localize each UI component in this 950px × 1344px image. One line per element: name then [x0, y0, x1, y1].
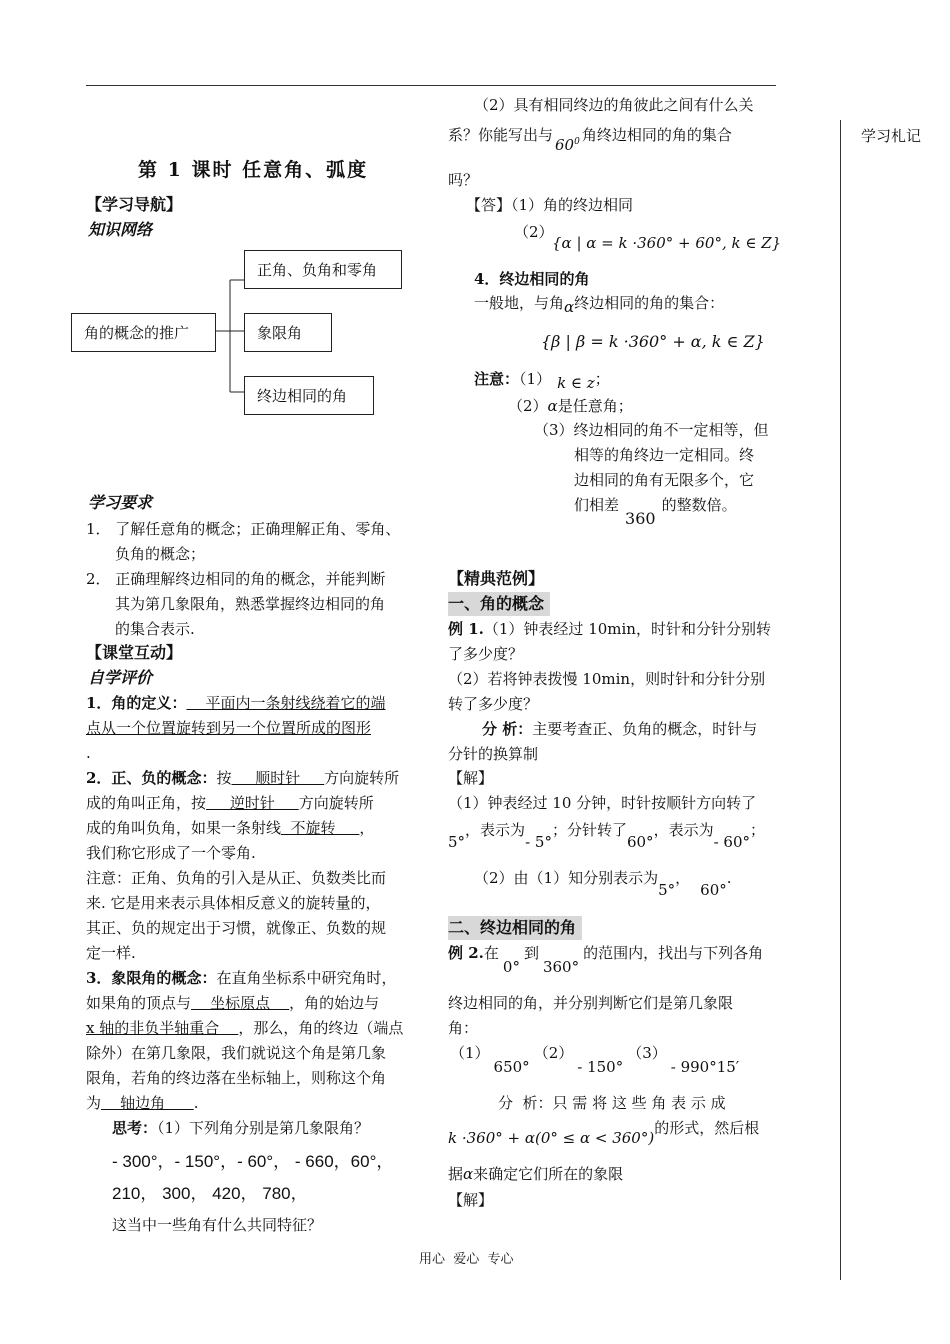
diagram-branch-quadrant-angle: 象限角 [244, 313, 332, 352]
ex2-form-end: 的形式，然后根 [654, 1119, 760, 1137]
nav-header: 【学习导航】 [86, 195, 183, 214]
note-1-end: ； [594, 370, 610, 388]
concept-diagram-lines [0, 0, 420, 430]
note-1: （1） [519, 370, 552, 388]
note-3c: 边相同的角有无限多个，它 [574, 471, 755, 489]
req-2c: 的集合表示. [115, 620, 195, 638]
req-2b: 其为第几象限角，熟悉掌握终边相同的角 [115, 595, 386, 613]
def2-blank-clockwise: 顺时针 [231, 769, 325, 787]
sol-60deg: 60° [626, 833, 654, 851]
def3-t4: ，那么，角的终边（端点 [238, 1019, 404, 1037]
q2-line-c: 吗？ [448, 171, 479, 189]
def3-t7: 为 [86, 1094, 102, 1112]
def2-label: 2．正、负的概念： [86, 769, 217, 787]
sol-3-60deg: 60° [700, 881, 727, 899]
ex2-0deg: 0° [502, 958, 520, 976]
def2-t7: 我们称它形成了一个零角. [86, 844, 256, 862]
def2-t6: ， [359, 819, 375, 837]
def1-blank-a: 平面内一条射线绕着它的端 [186, 694, 386, 712]
sol-neg5deg: - 5° [525, 833, 552, 851]
page-title: 第 1 课时 任意角、弧度 [138, 159, 369, 181]
diagram-branch-coterminal: 终边相同的角 [244, 376, 374, 415]
def2-blank-counterclockwise: 逆时针 [206, 794, 299, 812]
ex2-item-3: （3） [627, 1044, 667, 1062]
q2-angle: $60^0$ [555, 136, 580, 154]
def1-label: 1．角的定义： [86, 694, 187, 712]
ex1-a: （1）钟表经过 10min，时针和分针分别转 [483, 620, 771, 638]
def3-t2: 如果角的顶点与 [86, 994, 192, 1012]
def3-label: 3．象限角的概念： [86, 969, 217, 987]
ex2-value-neg150: - 150° [577, 1058, 624, 1076]
sol-2b: ，表示为 [465, 821, 526, 839]
ex2-e: 的范围内，找出与下列各角 [583, 944, 764, 962]
q2-line-b2: 角终边相同的角的集合 [581, 126, 732, 144]
ex2-360deg: 360° [542, 958, 580, 976]
def2-blank-no-rotation: 不旋转 [281, 819, 360, 837]
angles-row-2: 210， 300， 420， 780， [112, 1184, 308, 1203]
ex2-label: 例 2. [448, 944, 484, 962]
requirements-heading: 学习要求 [88, 493, 153, 512]
ex2-form: k ·360° + α(0° ≤ α < 360°) [448, 1129, 655, 1147]
think-label: 思考： [112, 1119, 158, 1137]
q2-line-b1: 系？你能写出与 [448, 126, 554, 144]
def1-end: . [86, 744, 91, 762]
req-2a: 2． 正确理解终边相同的角的概念，并能判断 [86, 570, 386, 588]
def3-t6: 限角，若角的终边落在坐标轴上，则称这个角 [86, 1069, 387, 1087]
answer-1: （1）角的终边相同 [511, 196, 634, 214]
footer: 用心 爱心 专心 [419, 1252, 514, 1267]
answer-label: 【答】 [466, 196, 512, 214]
answer-2-set: {α | α = k ·360° + 60°, k ∈ Z} [552, 234, 782, 252]
sol-neg60deg: - 60° [713, 833, 751, 851]
def3-t1: 在直角坐标系中研究角时， [216, 969, 397, 987]
ex1-analysis-label: 分 析： [482, 720, 533, 738]
sol-2d: ；分针转了 [551, 821, 627, 839]
note-1-math: k ∈ z [557, 374, 595, 392]
def3-t8: . [193, 1094, 199, 1112]
think-q1: （1）下列角分别是第几象限角？ [157, 1119, 370, 1137]
note-2: （2） [508, 397, 548, 415]
ex2-c: 到 [523, 944, 539, 962]
sol-3c: ， [675, 869, 691, 887]
ex1-label: 例 1. [448, 620, 484, 638]
def3-t5: 除外）在第几象限，我们就说这个角是第几象 [86, 1044, 387, 1062]
ex1-analysis: 主要考查正、负角的概念，时针与 [532, 720, 758, 738]
ex2-f: 终边相同的角，并分别判断它们是第几象限 [448, 994, 734, 1012]
ex2-value-neg990: - 990°15′ [670, 1058, 740, 1076]
sec4-text: 一般地，与角 [474, 294, 565, 312]
req-1b: 负角的概念； [115, 545, 206, 563]
note-3d-num: 360 [625, 509, 656, 528]
def2-t2: 方向旋转所 [324, 769, 400, 787]
ex2-last-alpha: α [463, 1165, 474, 1183]
angles-row-1: - 300°，- 150°，- 60°， - 660，60°， [112, 1152, 394, 1171]
sol-2h: ； [750, 821, 766, 839]
note-3d-end: 的整数倍。 [661, 496, 737, 514]
ex2-last-a: 据 [448, 1165, 464, 1183]
ex1-c: （2）若将钟表拨慢 10min，则时针和分针分别 [448, 670, 766, 688]
def2-t4: 方向旋转所 [298, 794, 374, 812]
sol-3e: . [726, 869, 732, 887]
think-q3: 这当中一些角有什么共同特征？ [112, 1216, 323, 1234]
ex1-d: 转了多少度？ [448, 695, 539, 713]
ex2-value-650: 650° [493, 1058, 530, 1076]
def2-t1: 按 [216, 769, 232, 787]
self-eval-heading: 自学评价 [88, 668, 153, 687]
sec4-title: 4．终边相同的角 [474, 270, 590, 288]
def2-t5: 成的角叫负角，如果一条射线 [86, 819, 282, 837]
sidebar-note: 学习札记 [861, 127, 922, 145]
def3-blank-axis-angle: 轴边角 [101, 1094, 194, 1112]
sec2-title: 二、终边相同的角 [448, 916, 582, 940]
note-2-alpha: α [547, 397, 558, 415]
note-line-2: 来. 它是用来表示具体相反意义的旋转量的， [86, 894, 381, 912]
margin-rule [840, 120, 841, 1280]
note-line-1: 注意：正角、负角的引入是从正、负数类比而 [86, 869, 387, 887]
def3-blank-origin: 坐标原点 [191, 994, 290, 1012]
def1-blank-b: 点从一个位置旋转到另一个位置所成的图形 [86, 719, 372, 737]
sol-3a: （2）由（1）知分别表示为 [474, 869, 659, 887]
sec4-text2: 终边相同的角的集合： [574, 294, 725, 312]
diagram-root: 角的概念的推广 [71, 313, 216, 352]
answer-2-num: （2） [514, 223, 554, 241]
sec4-alpha: α [564, 298, 575, 316]
q2-line-a: （2）具有相同终边的角彼此之间有什么关 [474, 96, 754, 114]
def2-t3: 成的角叫正角，按 [86, 794, 207, 812]
def3-t3: ，角的始边与 [289, 994, 380, 1012]
sol-2f: ，表示为 [653, 821, 714, 839]
classroom-header: 【课堂互动】 [86, 643, 183, 662]
diagram-branch-signed-angles: 正角、负角和零角 [244, 250, 402, 289]
ex2-analysis: 分 析：只 需 将 这 些 角 表 示 成 [498, 1094, 726, 1112]
req-1a: 1． 了解任意角的概念；正确理解正角、零角、 [86, 520, 401, 538]
note-line-3: 其正、负的规定出于习惯，就像正、负数的规 [86, 919, 387, 937]
ex1-b: 了多少度？ [448, 645, 524, 663]
sol-1: （1）钟表经过 10 分钟，时针按顺针方向转了 [448, 794, 757, 812]
ex2-a: 在 [483, 944, 499, 962]
ex1-analysis-2: 分针的换算制 [448, 745, 539, 763]
ex2-item-1: （1） [450, 1044, 490, 1062]
note-3a: （3）终边相同的角不一定相等，但 [534, 421, 769, 439]
def3-blank-x-axis: x 轴的非负半轴重合 [86, 1019, 239, 1037]
ex2-item-2: （2） [533, 1044, 574, 1062]
sec1-title: 一、角的概念 [448, 592, 550, 616]
note-label: 注意： [474, 370, 520, 388]
sol-3-5deg: 5° [658, 881, 676, 899]
examples-header: 【精典范例】 [448, 569, 545, 588]
note-2-end: 是任意角； [557, 397, 633, 415]
solution-2-label: 【解】 [448, 1191, 494, 1209]
note-line-4: 定一样. [86, 944, 136, 962]
sol-5deg: 5° [448, 833, 466, 851]
sec4-set: {β | β = k ·360° + α, k ∈ Z} [541, 332, 765, 351]
solution-label: 【解】 [448, 769, 494, 787]
note-3b: 相等的角终边一定相同。终 [574, 446, 755, 464]
knowledge-network-heading: 知识网络 [88, 220, 153, 239]
note-3d: 们相差 [574, 496, 620, 514]
ex2-last-b: 来确定它们所在的象限 [473, 1165, 624, 1183]
ex2-g: 角： [448, 1019, 479, 1037]
